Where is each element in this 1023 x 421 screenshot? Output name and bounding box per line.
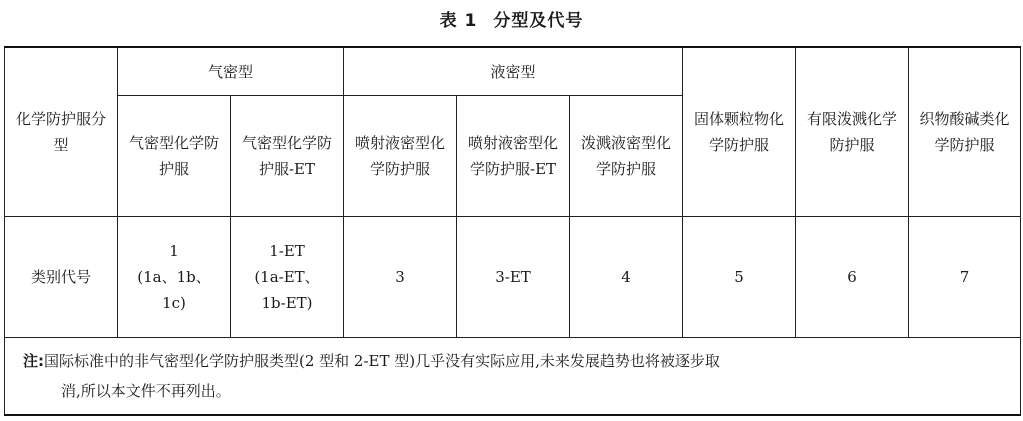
code-spray-suit: 3 (344, 217, 457, 338)
header-limited-splash-suit: 有限泼溅化学防护服 (796, 47, 909, 217)
table-note (5, 338, 1021, 416)
note-line-2: 消,所以本文件不再列出。 (61, 382, 231, 400)
header-gas-suit-et: 气密型化学防护服-ET (231, 96, 344, 217)
header-fabric-acid-suit: 织物酸碱类化学防护服 (909, 47, 1021, 217)
header-spray-suit-et: 喷射液密型化学防护服-ET (457, 96, 570, 217)
row-label-code: 类别代号 (5, 217, 118, 338)
note-label: 注: (23, 352, 44, 370)
note-line-1: 国际标准中的非气密型化学防护服类型(2 型和 2-ET 型)几乎没有实际应用,未来发展趋势也将被逐步取 (44, 352, 720, 370)
group-header-liquid-tight: 液密型 (344, 47, 683, 96)
header-gas-suit: 气密型化学防护服 (118, 96, 231, 217)
header-spray-suit: 喷射液密型化学防护服 (344, 96, 457, 217)
code-gas-suit: 1 (1a、1b、 1c) (118, 217, 231, 338)
table-title: 分型及代号 (493, 11, 584, 31)
header-splash-suit: 泼溅液密型化学防护服 (570, 96, 683, 217)
table-number: 表 1 (439, 11, 478, 31)
classification-table (4, 46, 1021, 416)
code-fabric-acid-suit: 7 (909, 217, 1021, 338)
group-header-gas-tight: 气密型 (118, 47, 344, 96)
header-particle-suit: 固体颗粒物化学防护服 (683, 47, 796, 217)
code-splash-suit: 4 (570, 217, 683, 338)
code-particle-suit: 5 (683, 217, 796, 338)
row-header-type: 化学防护服分型 (5, 47, 118, 217)
table-caption (0, 6, 1023, 31)
code-gas-suit-et: 1-ET (1a-ET、 1b-ET) (231, 217, 344, 338)
code-spray-suit-et: 3-ET (457, 217, 570, 338)
code-limited-splash-suit: 6 (796, 217, 909, 338)
